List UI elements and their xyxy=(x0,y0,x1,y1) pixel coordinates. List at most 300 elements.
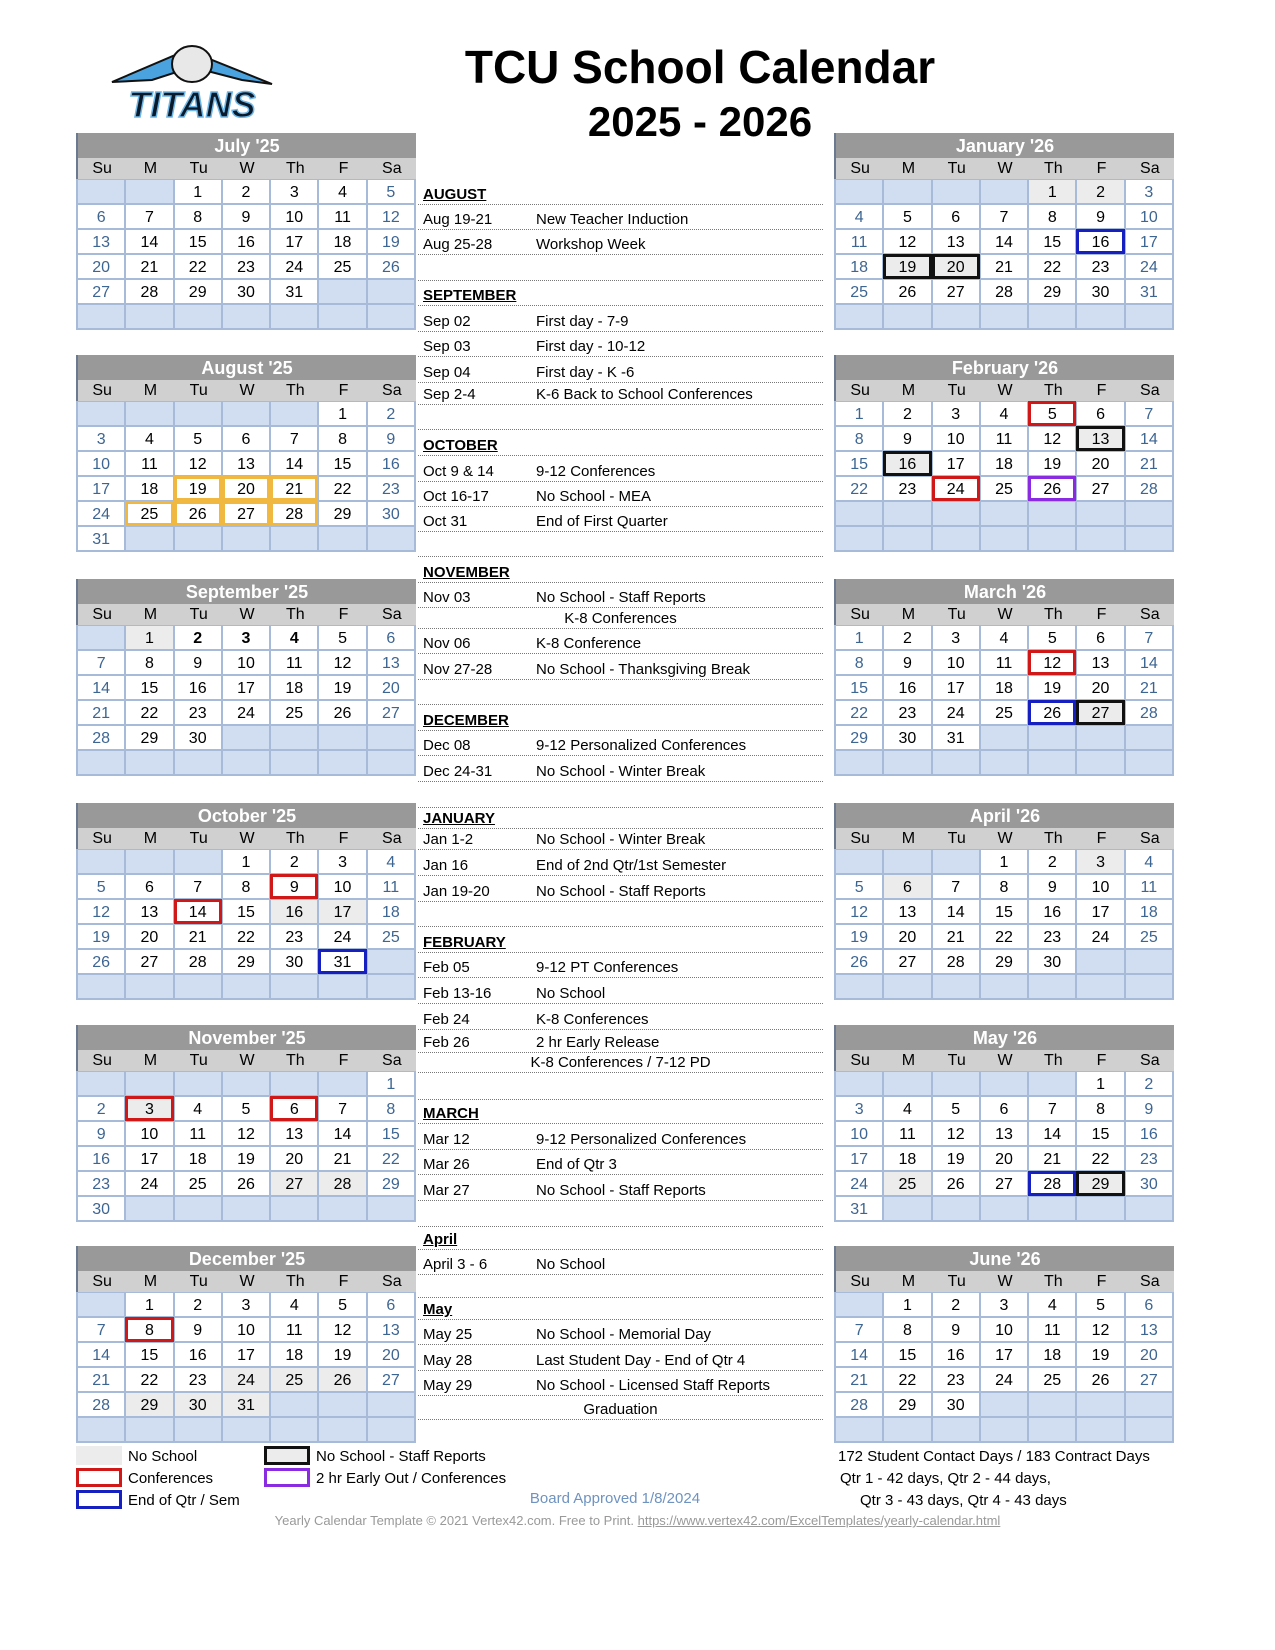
weekday-label: Tu xyxy=(189,1273,208,1290)
day-cell: 3 xyxy=(223,1293,271,1318)
day-cell: 13 xyxy=(933,230,981,255)
day-cell: 14 xyxy=(78,1343,126,1368)
weekday-label: Su xyxy=(92,160,112,177)
empty-day-cell xyxy=(271,1393,319,1418)
footer xyxy=(0,1513,1275,1528)
event-date: Jan 19-20 xyxy=(423,883,490,900)
footer-link[interactable]: https://www.vertex42.com/ExcelTemplates/yearly-calendar.html xyxy=(637,1513,1001,1528)
event-month-heading xyxy=(418,1225,823,1250)
day-cell: 20 xyxy=(223,477,271,502)
day-cell: 10 xyxy=(319,875,367,900)
event-description: New Teacher Induction xyxy=(536,211,689,228)
month-calendar xyxy=(76,1025,416,1222)
event-month-heading xyxy=(418,180,823,205)
day-cell: 12 xyxy=(836,900,884,925)
day-cell: 18 xyxy=(126,477,174,502)
empty-day-cell xyxy=(1029,751,1077,776)
event-description: First day - K -6 xyxy=(536,364,635,381)
weekday-label: Sa xyxy=(382,382,402,399)
empty-day-cell xyxy=(78,1418,126,1443)
empty-day-cell xyxy=(1126,527,1174,552)
event-description: End of 2nd Qtr/1st Semester xyxy=(536,857,727,874)
empty-day-cell xyxy=(1077,1418,1125,1443)
day-cell: 26 xyxy=(368,255,416,280)
day-cell: 14 xyxy=(1126,651,1174,676)
day-cell: 15 xyxy=(223,900,271,925)
empty-day-cell xyxy=(368,975,416,1000)
month-calendar xyxy=(834,1246,1174,1443)
weekday-label: Sa xyxy=(382,606,402,623)
empty-day-cell xyxy=(1126,751,1174,776)
event-description: No School - Winter Break xyxy=(536,831,706,848)
day-cell: 2 xyxy=(933,1293,981,1318)
empty-day-cell xyxy=(368,305,416,330)
weekday-label: Su xyxy=(92,1273,112,1290)
day-cell: 25 xyxy=(319,255,367,280)
weekday-label: M xyxy=(143,830,158,847)
empty-day-cell xyxy=(1126,502,1174,527)
day-cell: 2 xyxy=(884,402,932,427)
day-cell: 24 xyxy=(223,701,271,726)
day-cell: 19 xyxy=(368,230,416,255)
day-cell: 17 xyxy=(933,676,981,701)
weekday-header xyxy=(834,158,1174,179)
day-cell: 19 xyxy=(1029,452,1077,477)
event-description: No School - Staff Reports xyxy=(536,589,706,606)
day-cell: 12 xyxy=(1029,651,1077,676)
empty-day-cell xyxy=(1029,1393,1077,1418)
day-cell: 18 xyxy=(1029,1343,1077,1368)
day-cell: 30 xyxy=(1029,950,1077,975)
empty-day-cell xyxy=(1126,1197,1174,1222)
day-cell: 15 xyxy=(1029,230,1077,255)
conf-marker xyxy=(270,1096,318,1121)
event-description: No School xyxy=(536,1256,606,1273)
day-cell: 1 xyxy=(126,626,174,651)
day-cell: 12 xyxy=(368,205,416,230)
day-cell: 22 xyxy=(368,1147,416,1172)
empty-day-cell xyxy=(223,726,271,751)
event-row xyxy=(418,380,823,405)
event-date: May 25 xyxy=(423,1326,473,1343)
empty-day-cell xyxy=(319,1072,367,1097)
empty-day-cell xyxy=(319,751,367,776)
day-cell: 1 xyxy=(1029,180,1077,205)
day-cell: 21 xyxy=(836,1368,884,1393)
day-cell: 6 xyxy=(126,875,174,900)
empty-day-cell xyxy=(1029,1072,1077,1097)
day-cell: 2 xyxy=(175,626,223,651)
day-cell: 11 xyxy=(981,427,1029,452)
empty-day-cell xyxy=(884,751,932,776)
empty-day-cell xyxy=(271,975,319,1000)
day-cell: 11 xyxy=(836,230,884,255)
event-date: Jan 16 xyxy=(423,857,469,874)
day-cell: 18 xyxy=(368,900,416,925)
day-cell: 22 xyxy=(836,701,884,726)
day-cell: 18 xyxy=(271,1343,319,1368)
day-cell: 14 xyxy=(126,230,174,255)
empty-day-cell xyxy=(981,1197,1029,1222)
day-cell: 7 xyxy=(175,875,223,900)
empty-day-cell xyxy=(271,1072,319,1097)
day-cell: 18 xyxy=(981,452,1029,477)
weekday-label: W xyxy=(997,830,1013,847)
empty-day-cell xyxy=(319,1197,367,1222)
day-cell: 7 xyxy=(271,427,319,452)
day-cell: 4 xyxy=(126,427,174,452)
day-cell: 20 xyxy=(1126,1343,1174,1368)
weekday-label: M xyxy=(143,1273,158,1290)
empty-day-cell xyxy=(175,305,223,330)
day-cell: 30 xyxy=(933,1393,981,1418)
endq-swatch-icon xyxy=(76,1490,122,1509)
empty-day-cell xyxy=(223,402,271,427)
weekday-label: Sa xyxy=(1140,1273,1160,1290)
empty-day-cell xyxy=(271,402,319,427)
month-calendar xyxy=(76,355,416,552)
weekday-label: Su xyxy=(92,1052,112,1069)
empty-day-cell xyxy=(223,1418,271,1443)
endq-marker xyxy=(1076,229,1124,254)
event-date: Oct 9 & 14 xyxy=(423,463,494,480)
day-cell: 21 xyxy=(78,701,126,726)
day-cell: 24 xyxy=(1126,255,1174,280)
day-cell: 15 xyxy=(126,676,174,701)
day-cell: 31 xyxy=(78,527,126,552)
weekday-header xyxy=(76,1271,416,1292)
day-grid xyxy=(834,1071,1174,1222)
day-cell: 29 xyxy=(368,1172,416,1197)
day-cell: 25 xyxy=(981,477,1029,502)
empty-day-cell xyxy=(271,527,319,552)
empty-day-cell xyxy=(368,751,416,776)
day-cell: 17 xyxy=(981,1343,1029,1368)
event-spacer xyxy=(418,1075,823,1100)
empty-day-cell xyxy=(223,751,271,776)
event-date: Aug 19-21 xyxy=(423,211,493,228)
day-cell: 19 xyxy=(933,1147,981,1172)
day-cell: 21 xyxy=(271,477,319,502)
event-date: Oct 16-17 xyxy=(423,488,489,505)
day-cell: 9 xyxy=(1029,875,1077,900)
day-cell: 2 xyxy=(175,1293,223,1318)
day-cell: 4 xyxy=(271,626,319,651)
day-cell: 30 xyxy=(223,280,271,305)
event-description: K-8 Conference xyxy=(536,635,642,652)
day-cell: 14 xyxy=(78,676,126,701)
empty-day-cell xyxy=(319,1418,367,1443)
day-cell: 16 xyxy=(1077,230,1125,255)
empty-day-cell xyxy=(126,305,174,330)
empty-day-cell xyxy=(368,1393,416,1418)
weekday-label: Su xyxy=(850,1273,870,1290)
day-cell: 2 xyxy=(271,850,319,875)
empty-day-cell xyxy=(175,1072,223,1097)
empty-day-cell xyxy=(1077,527,1125,552)
day-cell: 11 xyxy=(1126,875,1174,900)
day-cell: 4 xyxy=(271,1293,319,1318)
empty-day-cell xyxy=(1077,975,1125,1000)
weekday-label: Sa xyxy=(1140,606,1160,623)
ws-marker xyxy=(125,501,173,526)
day-cell: 13 xyxy=(368,651,416,676)
empty-day-cell xyxy=(78,402,126,427)
day-cell: 12 xyxy=(175,452,223,477)
weekday-label: Tu xyxy=(947,382,966,399)
endq-marker xyxy=(1028,700,1076,725)
day-cell: 30 xyxy=(1126,1172,1174,1197)
day-cell: 30 xyxy=(175,726,223,751)
empty-day-cell xyxy=(884,1197,932,1222)
day-cell: 17 xyxy=(1126,230,1174,255)
month-heading: AUGUST xyxy=(423,186,487,203)
event-description: No School - Thanksgiving Break xyxy=(536,661,750,678)
month-calendar xyxy=(834,133,1174,330)
empty-day-cell xyxy=(368,280,416,305)
event-description: No School - MEA xyxy=(536,488,652,505)
day-cell: 3 xyxy=(271,180,319,205)
weekday-label: M xyxy=(143,382,158,399)
day-cell: 22 xyxy=(319,477,367,502)
day-cell: 15 xyxy=(175,230,223,255)
day-cell: 24 xyxy=(126,1172,174,1197)
empty-day-cell xyxy=(836,1072,884,1097)
day-cell: 10 xyxy=(223,651,271,676)
day-cell: 22 xyxy=(126,701,174,726)
day-cell: 13 xyxy=(223,452,271,477)
empty-day-cell xyxy=(933,1418,981,1443)
event-date: Mar 26 xyxy=(423,1156,470,1173)
conf-marker xyxy=(125,1317,173,1342)
empty-day-cell xyxy=(175,975,223,1000)
empty-day-cell xyxy=(1077,950,1125,975)
event-date: Nov 06 xyxy=(423,635,471,652)
conf-marker xyxy=(1028,401,1076,426)
weekday-label: M xyxy=(901,1052,916,1069)
month-title: June '26 xyxy=(834,1246,1174,1271)
weekday-label: F xyxy=(338,1273,349,1290)
legend-label: End of Qtr / Sem xyxy=(128,1492,240,1509)
day-cell: 1 xyxy=(836,626,884,651)
day-cell: 8 xyxy=(368,1097,416,1122)
event-row xyxy=(418,1250,823,1275)
empty-day-cell xyxy=(1077,726,1125,751)
day-cell: 29 xyxy=(126,1393,174,1418)
day-cell: 10 xyxy=(78,452,126,477)
empty-day-cell xyxy=(1126,1418,1174,1443)
event-description: First day - 7-9 xyxy=(536,313,629,330)
day-cell: 6 xyxy=(884,875,932,900)
conf-marker xyxy=(174,899,222,924)
day-cell: 14 xyxy=(1029,1122,1077,1147)
day-cell: 20 xyxy=(271,1147,319,1172)
empty-day-cell xyxy=(1029,1197,1077,1222)
day-cell: 25 xyxy=(368,925,416,950)
day-cell: 24 xyxy=(836,1172,884,1197)
weekday-label: Th xyxy=(1043,1273,1063,1290)
titans-logo xyxy=(92,42,292,132)
empty-day-cell xyxy=(884,305,932,330)
day-cell: 1 xyxy=(126,1293,174,1318)
day-grid xyxy=(834,849,1174,1000)
weekday-label: W xyxy=(239,382,255,399)
event-date: Feb 13-16 xyxy=(423,985,492,1002)
day-cell: 18 xyxy=(175,1147,223,1172)
month-title: May '26 xyxy=(834,1025,1174,1050)
month-heading: JANUARY xyxy=(423,810,495,827)
empty-day-cell xyxy=(836,527,884,552)
event-row xyxy=(418,457,823,482)
day-cell: 10 xyxy=(1126,205,1174,230)
weekday-label: W xyxy=(239,160,255,177)
empty-day-cell xyxy=(981,305,1029,330)
day-cell: 7 xyxy=(78,1318,126,1343)
event-row xyxy=(418,1320,823,1345)
conf-swatch-icon xyxy=(76,1468,122,1487)
day-cell: 20 xyxy=(368,676,416,701)
empty-day-cell xyxy=(78,180,126,205)
day-cell: 22 xyxy=(175,255,223,280)
day-cell: 28 xyxy=(78,726,126,751)
event-row xyxy=(418,655,823,680)
day-cell: 21 xyxy=(78,1368,126,1393)
empty-day-cell xyxy=(836,180,884,205)
day-cell: 16 xyxy=(175,676,223,701)
day-cell: 27 xyxy=(1126,1368,1174,1393)
day-cell: 12 xyxy=(223,1122,271,1147)
month-calendar xyxy=(76,803,416,1000)
empty-day-cell xyxy=(981,975,1029,1000)
day-cell: 26 xyxy=(223,1172,271,1197)
day-cell: 26 xyxy=(1029,701,1077,726)
day-cell: 16 xyxy=(1126,1122,1174,1147)
day-cell: 6 xyxy=(1077,402,1125,427)
day-cell: 8 xyxy=(836,651,884,676)
empty-day-cell xyxy=(175,850,223,875)
board-approved: Board Approved 1/8/2024 xyxy=(529,1490,701,1507)
conf-marker xyxy=(270,874,318,899)
event-row xyxy=(418,731,823,756)
weekday-label: Th xyxy=(285,382,305,399)
day-cell: 21 xyxy=(175,925,223,950)
day-cell: 18 xyxy=(836,255,884,280)
empty-day-cell xyxy=(1126,726,1174,751)
empty-day-cell xyxy=(126,402,174,427)
month-calendar xyxy=(834,579,1174,776)
day-cell: 7 xyxy=(78,651,126,676)
day-cell: 20 xyxy=(1077,452,1125,477)
day-cell: 12 xyxy=(933,1122,981,1147)
empty-day-cell xyxy=(1077,751,1125,776)
day-cell: 15 xyxy=(836,676,884,701)
day-cell: 30 xyxy=(368,502,416,527)
weekday-label: F xyxy=(338,382,349,399)
day-cell: 29 xyxy=(981,950,1029,975)
weekday-label: Su xyxy=(850,1052,870,1069)
day-cell: 17 xyxy=(1077,900,1125,925)
event-description: 9-12 Personalized Conferences xyxy=(536,737,747,754)
day-cell: 31 xyxy=(223,1393,271,1418)
day-cell: 6 xyxy=(223,427,271,452)
day-cell: 3 xyxy=(126,1097,174,1122)
day-cell: 1 xyxy=(884,1293,932,1318)
empty-day-cell xyxy=(933,751,981,776)
weekday-label: M xyxy=(901,382,916,399)
day-cell: 21 xyxy=(933,925,981,950)
page-subtitle: 2025 - 2026 xyxy=(587,98,813,145)
day-cell: 28 xyxy=(933,950,981,975)
empty-day-cell xyxy=(271,305,319,330)
day-cell: 20 xyxy=(78,255,126,280)
day-cell: 15 xyxy=(368,1122,416,1147)
weekday-label: Th xyxy=(285,1273,305,1290)
day-cell: 14 xyxy=(933,900,981,925)
weekday-label: F xyxy=(1096,1052,1107,1069)
weekday-header xyxy=(76,1050,416,1071)
day-cell: 4 xyxy=(836,205,884,230)
event-description: First day - 10-12 xyxy=(536,338,646,355)
event-date: Nov 27-28 xyxy=(423,661,493,678)
stats-line-2: Qtr 1 - 42 days, Qtr 2 - 44 days, xyxy=(840,1470,1051,1487)
weekday-label: Tu xyxy=(947,606,966,623)
day-cell: 21 xyxy=(1029,1147,1077,1172)
weekday-label: M xyxy=(143,160,158,177)
day-grid xyxy=(76,401,416,552)
event-description: End of Qtr 3 xyxy=(536,1156,617,1173)
month-title: March '26 xyxy=(834,579,1174,604)
weekday-label: Tu xyxy=(189,830,208,847)
day-cell: 28 xyxy=(1126,477,1174,502)
empty-day-cell xyxy=(1077,502,1125,527)
event-description: 9-12 Conferences xyxy=(536,463,656,480)
day-cell: 14 xyxy=(271,452,319,477)
event-row xyxy=(418,1125,823,1150)
day-grid xyxy=(76,1071,416,1222)
event-spacer xyxy=(418,1202,823,1227)
day-cell: 21 xyxy=(981,255,1029,280)
day-cell: 19 xyxy=(1029,676,1077,701)
event-description: K-8 Conferences xyxy=(564,610,677,627)
day-cell: 26 xyxy=(884,280,932,305)
day-cell: 7 xyxy=(1126,402,1174,427)
footer-text: Yearly Calendar Template © 2021 Vertex42.com. Free to Print. xyxy=(274,1513,638,1528)
event-description: No School xyxy=(536,985,606,1002)
legend-label: No School xyxy=(128,1448,198,1465)
empty-day-cell xyxy=(223,975,271,1000)
empty-day-cell xyxy=(884,1072,932,1097)
day-cell: 18 xyxy=(884,1147,932,1172)
day-cell: 9 xyxy=(175,1318,223,1343)
event-row xyxy=(418,1176,823,1201)
empty-day-cell xyxy=(1126,950,1174,975)
day-cell: 16 xyxy=(1029,900,1077,925)
weekday-label: Su xyxy=(92,606,112,623)
event-row xyxy=(418,332,823,357)
day-cell: 14 xyxy=(319,1122,367,1147)
early-swatch-icon xyxy=(264,1468,310,1487)
event-spacer xyxy=(418,256,823,281)
empty-day-cell xyxy=(981,502,1029,527)
day-cell: 10 xyxy=(223,1318,271,1343)
empty-day-cell xyxy=(884,975,932,1000)
weekday-label: Sa xyxy=(382,1273,402,1290)
day-cell: 22 xyxy=(1077,1147,1125,1172)
day-cell: 27 xyxy=(223,502,271,527)
month-heading: May xyxy=(423,1301,453,1318)
day-cell: 5 xyxy=(836,875,884,900)
event-date: May 29 xyxy=(423,1377,473,1394)
